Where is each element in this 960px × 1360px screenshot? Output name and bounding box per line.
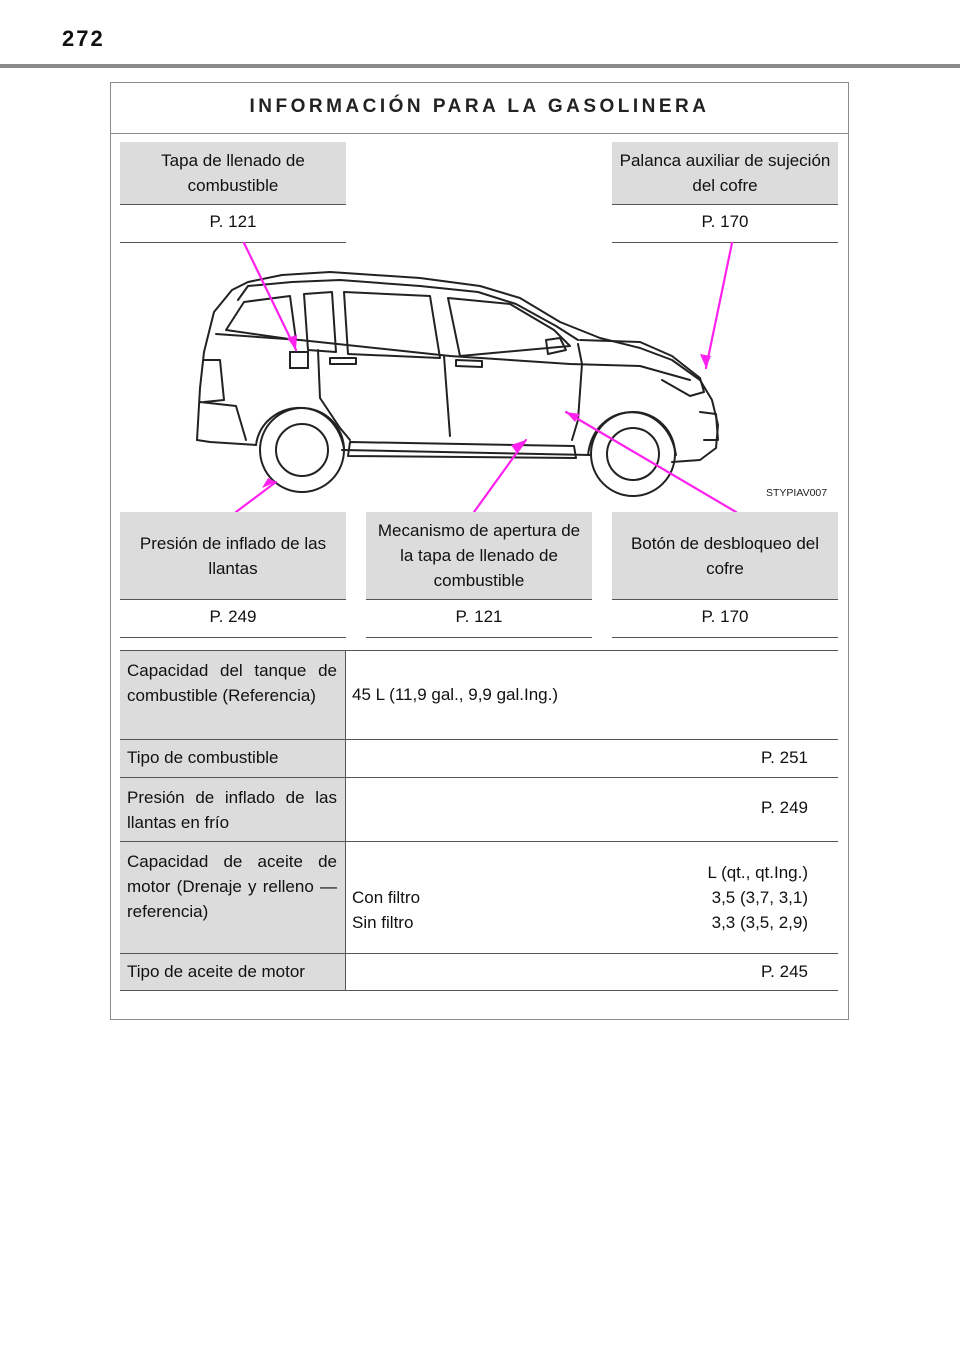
spec-value-oil-type-ref: P. 245 — [761, 962, 808, 981]
table-row-cold-tire-pressure — [120, 777, 838, 841]
oil-without-filter-label: Sin filtro — [352, 913, 414, 932]
oil-unit-header: L (qt., qt.Ing.) — [707, 863, 808, 882]
table-row-oil-type — [120, 953, 838, 991]
oil-without-filter-value: 3,3 (3,5, 2,9) — [711, 913, 808, 932]
spec-table — [120, 650, 838, 991]
spec-value-oil-type — [352, 954, 808, 990]
table-row-fuel-type — [120, 739, 838, 777]
section-title: INFORMACIÓN PARA LA GASOLINERA — [111, 83, 848, 134]
spec-label-oil-type: Tipo de aceite de motor — [120, 954, 346, 990]
spec-value-cold-tire-pressure — [352, 778, 808, 841]
callout-tire-pressure: Presión de inflado de las llantas — [120, 512, 346, 600]
spec-value-cold-tire-pressure-ref: P. 249 — [761, 798, 808, 817]
spec-label-fuel-type: Tipo de combustible — [120, 740, 346, 777]
oil-with-filter-label: Con filtro — [352, 888, 421, 907]
spec-label-tank-capacity: Capacidad del tanque de combustible (Referencia) — [120, 651, 346, 739]
spec-value-fuel-type — [352, 740, 808, 777]
callout-hood-aux-lever: Palanca auxiliar de sujeción del cofre — [612, 142, 838, 205]
table-row-tank-capacity — [120, 650, 838, 739]
table-row-oil-capacity — [120, 841, 838, 953]
spec-value-fuel-type-ref: P. 251 — [761, 748, 808, 767]
callout-fuel-door: Tapa de llenado de combustible — [120, 142, 346, 205]
spec-value-oil-capacity — [352, 842, 808, 953]
callout-hood-release: Botón de desbloqueo del cofre — [612, 512, 838, 600]
spec-label-oil-capacity: Capacidad de aceite de motor (Drenaje y relleno — referencia) — [120, 842, 346, 953]
callout-fuel-door-opener-ref: P. 121 — [366, 600, 592, 638]
spec-label-cold-tire-pressure: Presión de inflado de las llantas en frío — [120, 778, 346, 841]
spec-value-tank-capacity: 45 L (11,9 gal., 9,9 gal.Ing.) — [352, 685, 559, 704]
callout-hood-aux-lever-ref: P. 170 — [612, 205, 838, 243]
image-code: STYPIAV007 — [766, 487, 828, 499]
callout-hood-release-ref: P. 170 — [612, 600, 838, 638]
oil-with-filter-value: 3,5 (3,7, 3,1) — [711, 888, 808, 907]
callout-fuel-door-ref: P. 121 — [120, 205, 346, 243]
callout-fuel-door-opener: Mecanismo de apertura de la tapa de llenado de combustible — [366, 512, 592, 600]
page-number: 272 — [62, 26, 105, 51]
callout-tire-pressure-ref: P. 249 — [120, 600, 346, 638]
